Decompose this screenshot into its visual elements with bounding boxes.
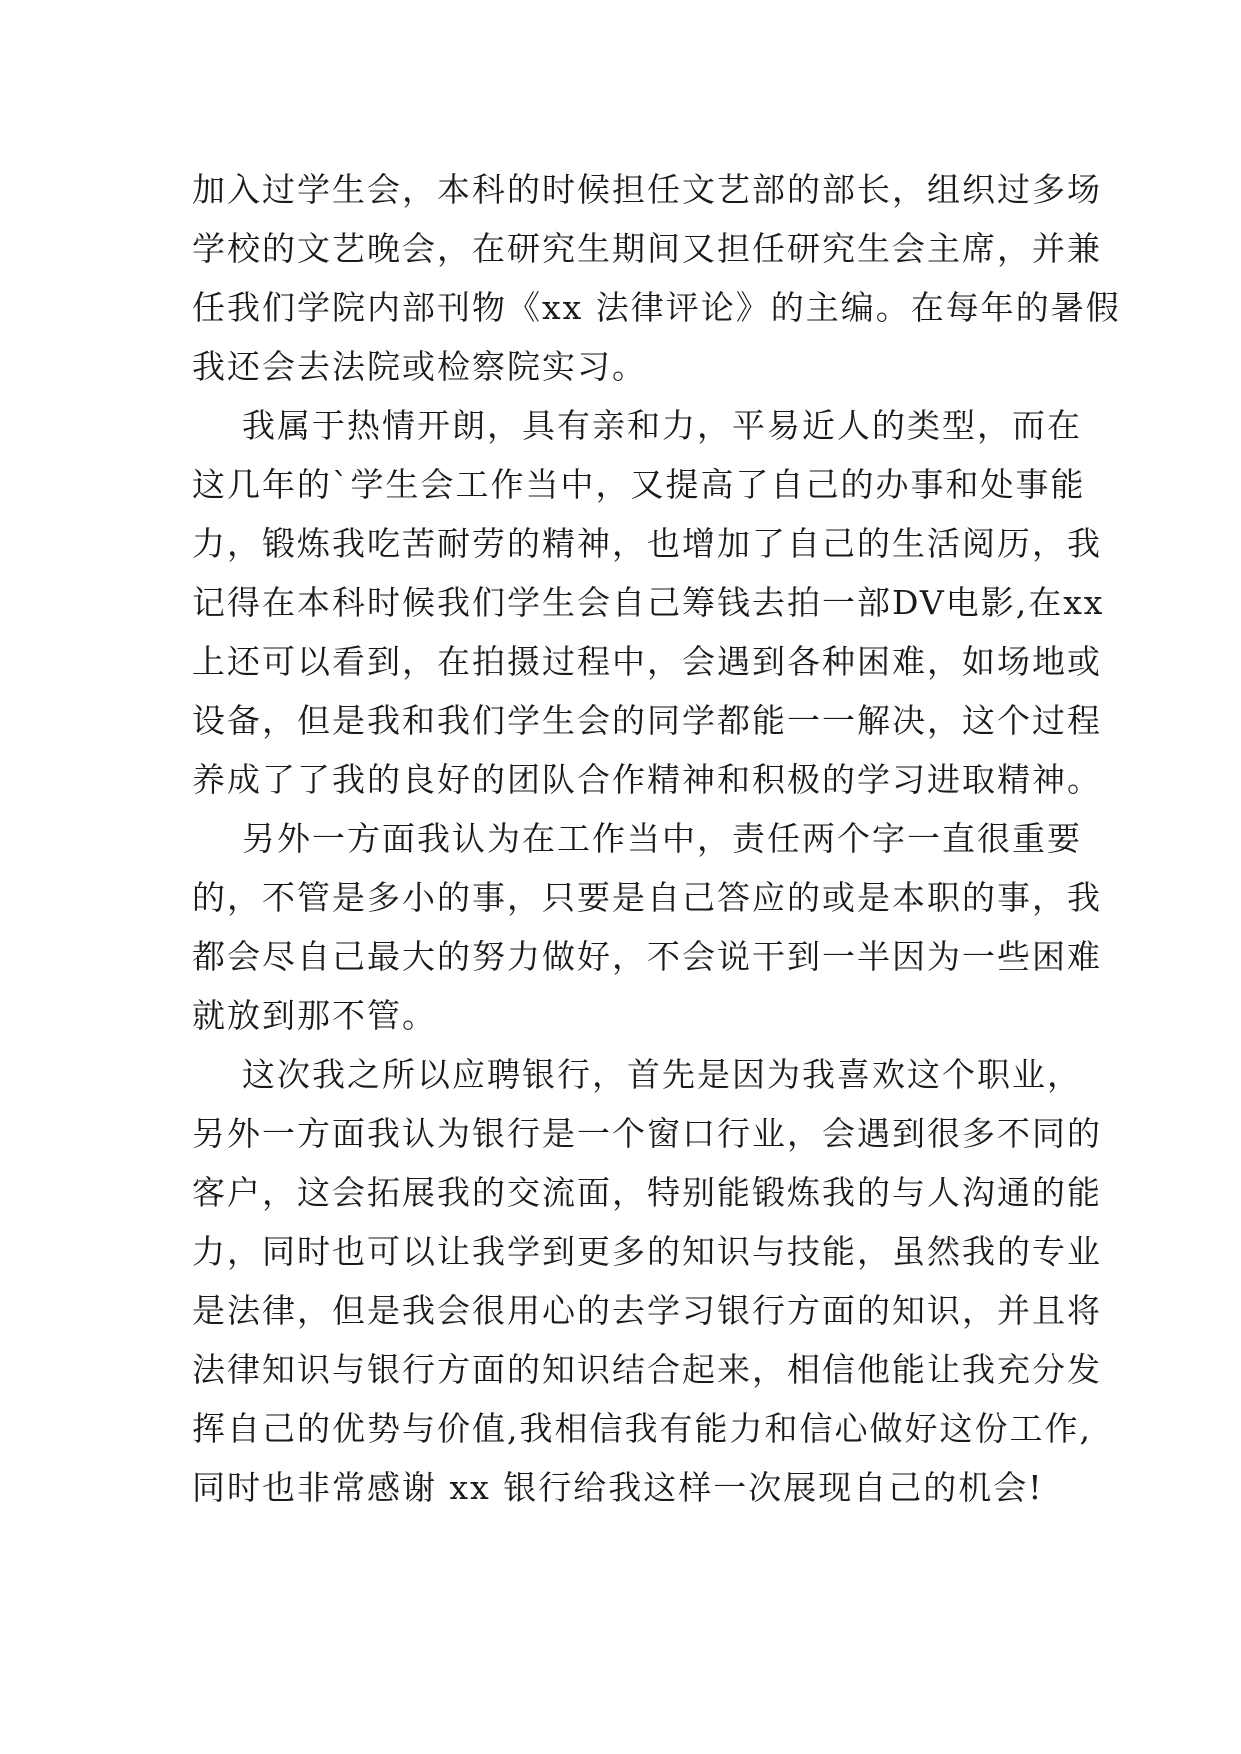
text-line: 加入过学生会，本科的时候担任文艺部的部长，组织过多场 [192, 170, 1102, 209]
text-line: 同时也非常感谢 xx 银行给我这样一次展现自己的机会! [192, 1468, 1044, 1507]
text-line: 我属于热情开朗，具有亲和力，平易近人的类型，而在 [192, 406, 1082, 445]
text-line: 力，同时也可以让我学到更多的知识与技能，虽然我的专业 [192, 1232, 1102, 1271]
text-line: 是法律，但是我会很用心的去学习银行方面的知识，并且将 [192, 1291, 1102, 1330]
text-line: 的，不管是多小的事，只要是自己答应的或是本职的事，我 [192, 878, 1102, 917]
text-line: 记得在本科时候我们学生会自己筹钱去拍一部DV电影,在xx [192, 583, 1105, 622]
text-line: 我还会去法院或检察院实习。 [192, 347, 647, 386]
text-line: 客户，这会拓展我的交流面，特别能锻炼我的与人沟通的能 [192, 1173, 1102, 1212]
text-line: 就放到那不管。 [192, 996, 437, 1035]
text-line: 上还可以看到，在拍摄过程中，会遇到各种困难，如场地或 [192, 642, 1102, 681]
text-line: 这几年的`学生会工作当中，又提高了自己的办事和处事能 [192, 465, 1086, 504]
text-line: 任我们学院内部刊物《xx 法律评论》的主编。在每年的暑假 [192, 288, 1121, 327]
text-line: 另外一方面我认为在工作当中，责任两个字一直很重要 [192, 819, 1082, 858]
text-line: 养成了了我的良好的团队合作精神和积极的学习进取精神。 [192, 760, 1102, 799]
text-line: 设备，但是我和我们学生会的同学都能一一解决，这个过程 [192, 701, 1102, 740]
text-line: 都会尽自己最大的努力做好，不会说干到一半因为一些困难 [192, 937, 1102, 976]
body-text [192, 160, 1121, 1517]
text-line: 法律知识与银行方面的知识结合起来，相信他能让我充分发 [192, 1350, 1102, 1389]
text-line: 挥自己的优势与价值,我相信我有能力和信心做好这份工作, [192, 1409, 1092, 1448]
text-line: 这次我之所以应聘银行，首先是因为我喜欢这个职业， [192, 1055, 1082, 1094]
text-line: 力，锻炼我吃苦耐劳的精神，也增加了自己的生活阅历，我 [192, 524, 1102, 563]
text-line: 另外一方面我认为银行是一个窗口行业，会遇到很多不同的 [192, 1114, 1102, 1153]
text-line: 学校的文艺晚会，在研究生期间又担任研究生会主席，并兼 [192, 229, 1102, 268]
